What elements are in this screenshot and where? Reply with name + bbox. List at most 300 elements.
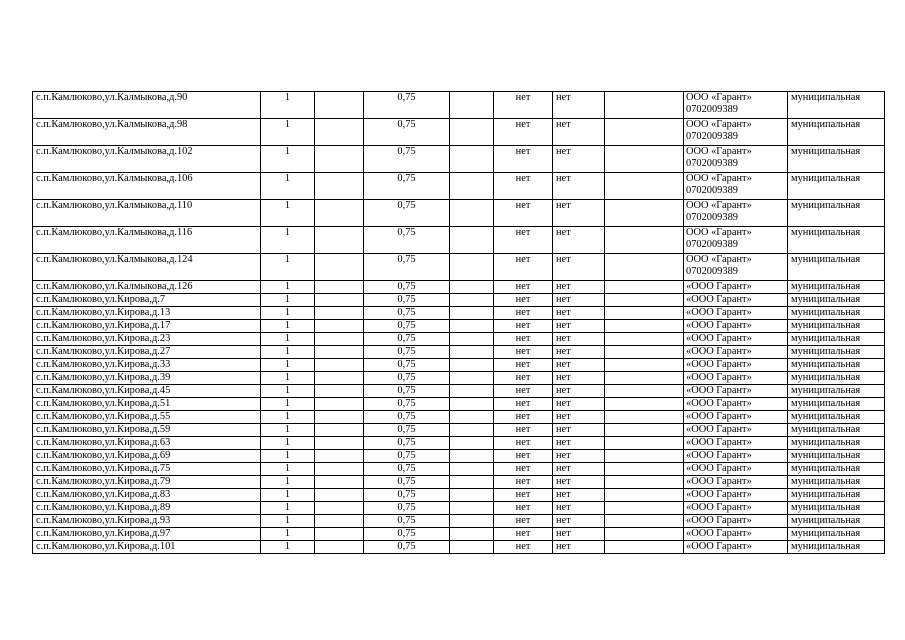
organization-name: «ООО Гарант» bbox=[686, 359, 752, 370]
ownership-cell: муниципальная bbox=[788, 200, 885, 227]
empty-cell bbox=[605, 489, 684, 502]
flag-cell-2: нет bbox=[553, 294, 605, 307]
quantity-cell: 1 bbox=[261, 437, 315, 450]
empty-cell bbox=[605, 437, 684, 450]
flag-cell-1: нет bbox=[494, 398, 553, 411]
volume-cell: 0,75 bbox=[364, 346, 450, 359]
table-row bbox=[33, 476, 885, 489]
address-cell: с.п.Камлюково,ул.Кирова,д.23 bbox=[33, 333, 261, 346]
empty-cell bbox=[605, 294, 684, 307]
organization-inn: 0702009389 bbox=[686, 185, 738, 196]
volume-cell: 0,75 bbox=[364, 385, 450, 398]
ownership-cell: муниципальная bbox=[788, 254, 885, 281]
flag-cell-2: нет bbox=[553, 476, 605, 489]
organization-name: «ООО Гарант» bbox=[686, 398, 752, 409]
empty-cell bbox=[315, 294, 364, 307]
empty-cell bbox=[450, 398, 494, 411]
volume-cell: 0,75 bbox=[364, 515, 450, 528]
empty-cell bbox=[450, 437, 494, 450]
organization-cell bbox=[684, 450, 788, 463]
flag-cell-1: нет bbox=[494, 411, 553, 424]
address-cell: с.п.Камлюково,ул.Кирова,д.45 bbox=[33, 385, 261, 398]
quantity-cell: 1 bbox=[261, 346, 315, 359]
ownership-cell: муниципальная bbox=[788, 385, 885, 398]
empty-cell bbox=[450, 411, 494, 424]
empty-cell bbox=[315, 320, 364, 333]
address-cell: с.п.Камлюково,ул.Калмыкова,д.126 bbox=[33, 281, 261, 294]
flag-cell-1: нет bbox=[494, 307, 553, 320]
flag-cell-2: нет bbox=[553, 398, 605, 411]
empty-cell bbox=[315, 372, 364, 385]
volume-cell: 0,75 bbox=[364, 359, 450, 372]
table-row bbox=[33, 92, 885, 119]
empty-cell bbox=[605, 528, 684, 541]
flag-cell-1: нет bbox=[494, 502, 553, 515]
address-cell: с.п.Камлюково,ул.Калмыкова,д.116 bbox=[33, 227, 261, 254]
empty-cell bbox=[450, 450, 494, 463]
volume-cell: 0,75 bbox=[364, 463, 450, 476]
empty-cell bbox=[315, 528, 364, 541]
empty-cell bbox=[450, 359, 494, 372]
ownership-cell: муниципальная bbox=[788, 320, 885, 333]
organization-cell bbox=[684, 398, 788, 411]
flag-cell-1: нет bbox=[494, 424, 553, 437]
address-cell: с.п.Камлюково,ул.Калмыкова,д.90 bbox=[33, 92, 261, 119]
empty-cell bbox=[450, 333, 494, 346]
table-row bbox=[33, 227, 885, 254]
empty-cell bbox=[315, 281, 364, 294]
organization-inn: 0702009389 bbox=[686, 266, 738, 277]
flag-cell-1: нет bbox=[494, 463, 553, 476]
empty-cell bbox=[315, 146, 364, 173]
organization-name: «ООО Гарант» bbox=[686, 333, 752, 344]
organization-name: «ООО Гарант» bbox=[686, 502, 752, 513]
organization-name: ООО «Гарант» bbox=[686, 227, 752, 238]
table-row bbox=[33, 173, 885, 200]
empty-cell bbox=[450, 146, 494, 173]
flag-cell-1: нет bbox=[494, 385, 553, 398]
organization-name: ООО «Гарант» bbox=[686, 119, 752, 130]
table-row bbox=[33, 333, 885, 346]
organization-cell bbox=[684, 119, 788, 146]
table-row bbox=[33, 411, 885, 424]
empty-cell bbox=[450, 307, 494, 320]
flag-cell-1: нет bbox=[494, 541, 553, 554]
organization-cell bbox=[684, 359, 788, 372]
volume-cell: 0,75 bbox=[364, 450, 450, 463]
empty-cell bbox=[315, 307, 364, 320]
empty-cell bbox=[315, 398, 364, 411]
organization-cell bbox=[684, 146, 788, 173]
volume-cell: 0,75 bbox=[364, 307, 450, 320]
empty-cell bbox=[450, 346, 494, 359]
empty-cell bbox=[605, 398, 684, 411]
ownership-cell: муниципальная bbox=[788, 92, 885, 119]
flag-cell-1: нет bbox=[494, 281, 553, 294]
table-row bbox=[33, 119, 885, 146]
quantity-cell: 1 bbox=[261, 281, 315, 294]
empty-cell bbox=[315, 476, 364, 489]
volume-cell: 0,75 bbox=[364, 227, 450, 254]
ownership-cell: муниципальная bbox=[788, 281, 885, 294]
organization-name: «ООО Гарант» bbox=[686, 528, 752, 539]
empty-cell bbox=[605, 372, 684, 385]
volume-cell: 0,75 bbox=[364, 254, 450, 281]
flag-cell-2: нет bbox=[553, 254, 605, 281]
address-cell: с.п.Камлюково,ул.Калмыкова,д.102 bbox=[33, 146, 261, 173]
quantity-cell: 1 bbox=[261, 227, 315, 254]
quantity-cell: 1 bbox=[261, 476, 315, 489]
ownership-cell: муниципальная bbox=[788, 515, 885, 528]
volume-cell: 0,75 bbox=[364, 411, 450, 424]
organization-cell bbox=[684, 541, 788, 554]
volume-cell: 0,75 bbox=[364, 437, 450, 450]
flag-cell-1: нет bbox=[494, 320, 553, 333]
organization-cell bbox=[684, 346, 788, 359]
flag-cell-2: нет bbox=[553, 281, 605, 294]
volume-cell: 0,75 bbox=[364, 528, 450, 541]
empty-cell bbox=[315, 359, 364, 372]
table-row bbox=[33, 489, 885, 502]
empty-cell bbox=[315, 333, 364, 346]
flag-cell-2: нет bbox=[553, 528, 605, 541]
organization-cell bbox=[684, 437, 788, 450]
quantity-cell: 1 bbox=[261, 385, 315, 398]
quantity-cell: 1 bbox=[261, 119, 315, 146]
empty-cell bbox=[315, 515, 364, 528]
organization-cell bbox=[684, 515, 788, 528]
flag-cell-1: нет bbox=[494, 476, 553, 489]
address-cell: с.п.Камлюково,ул.Кирова,д.97 bbox=[33, 528, 261, 541]
ownership-cell: муниципальная bbox=[788, 476, 885, 489]
flag-cell-1: нет bbox=[494, 146, 553, 173]
organization-cell bbox=[684, 372, 788, 385]
empty-cell bbox=[605, 411, 684, 424]
empty-cell bbox=[450, 385, 494, 398]
table-row bbox=[33, 372, 885, 385]
organization-inn: 0702009389 bbox=[686, 104, 738, 115]
ownership-cell: муниципальная bbox=[788, 307, 885, 320]
address-cell: с.п.Камлюково,ул.Кирова,д.51 bbox=[33, 398, 261, 411]
volume-cell: 0,75 bbox=[364, 173, 450, 200]
address-cell: с.п.Камлюково,ул.Кирова,д.83 bbox=[33, 489, 261, 502]
address-cell: с.п.Камлюково,ул.Кирова,д.101 bbox=[33, 541, 261, 554]
ownership-cell: муниципальная bbox=[788, 398, 885, 411]
empty-cell bbox=[605, 320, 684, 333]
ownership-cell: муниципальная bbox=[788, 294, 885, 307]
ownership-cell: муниципальная bbox=[788, 437, 885, 450]
volume-cell: 0,75 bbox=[364, 502, 450, 515]
address-cell: с.п.Камлюково,ул.Кирова,д.39 bbox=[33, 372, 261, 385]
ownership-cell: муниципальная bbox=[788, 528, 885, 541]
volume-cell: 0,75 bbox=[364, 424, 450, 437]
organization-name: «ООО Гарант» bbox=[686, 307, 752, 318]
empty-cell bbox=[605, 541, 684, 554]
volume-cell: 0,75 bbox=[364, 489, 450, 502]
volume-cell: 0,75 bbox=[364, 92, 450, 119]
volume-cell: 0,75 bbox=[364, 119, 450, 146]
flag-cell-2: нет bbox=[553, 119, 605, 146]
empty-cell bbox=[315, 450, 364, 463]
organization-name: «ООО Гарант» bbox=[686, 411, 752, 422]
flag-cell-1: нет bbox=[494, 173, 553, 200]
organization-cell bbox=[684, 476, 788, 489]
quantity-cell: 1 bbox=[261, 173, 315, 200]
empty-cell bbox=[605, 307, 684, 320]
empty-cell bbox=[605, 450, 684, 463]
organization-cell bbox=[684, 528, 788, 541]
address-cell: с.п.Камлюково,ул.Калмыкова,д.110 bbox=[33, 200, 261, 227]
ownership-cell: муниципальная bbox=[788, 541, 885, 554]
table-row bbox=[33, 463, 885, 476]
empty-cell bbox=[450, 463, 494, 476]
table-row bbox=[33, 320, 885, 333]
flag-cell-2: нет bbox=[553, 173, 605, 200]
organization-cell bbox=[684, 489, 788, 502]
flag-cell-2: нет bbox=[553, 333, 605, 346]
organization-name: «ООО Гарант» bbox=[686, 437, 752, 448]
organization-name: «ООО Гарант» bbox=[686, 320, 752, 331]
flag-cell-1: нет bbox=[494, 346, 553, 359]
empty-cell bbox=[450, 119, 494, 146]
empty-cell bbox=[605, 200, 684, 227]
flag-cell-1: нет bbox=[494, 92, 553, 119]
empty-cell bbox=[315, 437, 364, 450]
organization-cell bbox=[684, 502, 788, 515]
empty-cell bbox=[315, 502, 364, 515]
registry-table bbox=[32, 91, 885, 554]
ownership-cell: муниципальная bbox=[788, 227, 885, 254]
organization-cell bbox=[684, 307, 788, 320]
organization-cell bbox=[684, 333, 788, 346]
organization-name: «ООО Гарант» bbox=[686, 450, 752, 461]
flag-cell-1: нет bbox=[494, 450, 553, 463]
empty-cell bbox=[450, 541, 494, 554]
organization-cell bbox=[684, 281, 788, 294]
empty-cell bbox=[450, 502, 494, 515]
address-cell: с.п.Камлюково,ул.Кирова,д.69 bbox=[33, 450, 261, 463]
quantity-cell: 1 bbox=[261, 489, 315, 502]
organization-inn: 0702009389 bbox=[686, 158, 738, 169]
empty-cell bbox=[315, 200, 364, 227]
organization-cell bbox=[684, 227, 788, 254]
quantity-cell: 1 bbox=[261, 541, 315, 554]
flag-cell-2: нет bbox=[553, 200, 605, 227]
flag-cell-2: нет bbox=[553, 320, 605, 333]
table-row bbox=[33, 281, 885, 294]
ownership-cell: муниципальная bbox=[788, 173, 885, 200]
organization-name: «ООО Гарант» bbox=[686, 385, 752, 396]
address-cell: с.п.Камлюково,ул.Кирова,д.89 bbox=[33, 502, 261, 515]
empty-cell bbox=[605, 476, 684, 489]
table-row bbox=[33, 385, 885, 398]
quantity-cell: 1 bbox=[261, 294, 315, 307]
quantity-cell: 1 bbox=[261, 333, 315, 346]
quantity-cell: 1 bbox=[261, 515, 315, 528]
organization-name: «ООО Гарант» bbox=[686, 294, 752, 305]
table-row bbox=[33, 254, 885, 281]
organization-name: ООО «Гарант» bbox=[686, 92, 752, 103]
volume-cell: 0,75 bbox=[364, 294, 450, 307]
empty-cell bbox=[605, 281, 684, 294]
empty-cell bbox=[605, 146, 684, 173]
empty-cell bbox=[605, 424, 684, 437]
volume-cell: 0,75 bbox=[364, 476, 450, 489]
address-cell: с.п.Камлюково,ул.Калмыкова,д.124 bbox=[33, 254, 261, 281]
flag-cell-1: нет bbox=[494, 227, 553, 254]
organization-cell bbox=[684, 254, 788, 281]
table-row bbox=[33, 294, 885, 307]
address-cell: с.п.Камлюково,ул.Калмыкова,д.98 bbox=[33, 119, 261, 146]
quantity-cell: 1 bbox=[261, 528, 315, 541]
organization-inn: 0702009389 bbox=[686, 212, 738, 223]
empty-cell bbox=[605, 119, 684, 146]
empty-cell bbox=[450, 281, 494, 294]
quantity-cell: 1 bbox=[261, 463, 315, 476]
flag-cell-1: нет bbox=[494, 294, 553, 307]
empty-cell bbox=[450, 254, 494, 281]
ownership-cell: муниципальная bbox=[788, 489, 885, 502]
flag-cell-2: нет bbox=[553, 424, 605, 437]
volume-cell: 0,75 bbox=[364, 398, 450, 411]
table-row bbox=[33, 528, 885, 541]
empty-cell bbox=[315, 424, 364, 437]
address-cell: с.п.Камлюково,ул.Кирова,д.33 bbox=[33, 359, 261, 372]
address-cell: с.п.Камлюково,ул.Кирова,д.93 bbox=[33, 515, 261, 528]
flag-cell-2: нет bbox=[553, 463, 605, 476]
organization-cell bbox=[684, 463, 788, 476]
flag-cell-1: нет bbox=[494, 515, 553, 528]
table-row bbox=[33, 502, 885, 515]
volume-cell: 0,75 bbox=[364, 541, 450, 554]
quantity-cell: 1 bbox=[261, 307, 315, 320]
flag-cell-2: нет bbox=[553, 307, 605, 320]
flag-cell-2: нет bbox=[553, 359, 605, 372]
organization-name: «ООО Гарант» bbox=[686, 515, 752, 526]
organization-name: ООО «Гарант» bbox=[686, 173, 752, 184]
empty-cell bbox=[605, 463, 684, 476]
empty-cell bbox=[315, 254, 364, 281]
flag-cell-1: нет bbox=[494, 333, 553, 346]
organization-cell bbox=[684, 173, 788, 200]
flag-cell-1: нет bbox=[494, 489, 553, 502]
table-row bbox=[33, 541, 885, 554]
empty-cell bbox=[450, 528, 494, 541]
table-row bbox=[33, 437, 885, 450]
flag-cell-2: нет bbox=[553, 489, 605, 502]
empty-cell bbox=[315, 92, 364, 119]
flag-cell-1: нет bbox=[494, 528, 553, 541]
flag-cell-2: нет bbox=[553, 502, 605, 515]
empty-cell bbox=[315, 489, 364, 502]
quantity-cell: 1 bbox=[261, 254, 315, 281]
quantity-cell: 1 bbox=[261, 200, 315, 227]
volume-cell: 0,75 bbox=[364, 146, 450, 173]
empty-cell bbox=[450, 92, 494, 119]
address-cell: с.п.Камлюково,ул.Кирова,д.17 bbox=[33, 320, 261, 333]
empty-cell bbox=[450, 515, 494, 528]
quantity-cell: 1 bbox=[261, 450, 315, 463]
empty-cell bbox=[605, 346, 684, 359]
empty-cell bbox=[315, 463, 364, 476]
empty-cell bbox=[315, 227, 364, 254]
organization-name: «ООО Гарант» bbox=[686, 372, 752, 383]
quantity-cell: 1 bbox=[261, 372, 315, 385]
table-row bbox=[33, 200, 885, 227]
organization-name: ООО «Гарант» bbox=[686, 254, 752, 265]
flag-cell-2: нет bbox=[553, 92, 605, 119]
flag-cell-2: нет bbox=[553, 385, 605, 398]
empty-cell bbox=[450, 320, 494, 333]
quantity-cell: 1 bbox=[261, 411, 315, 424]
organization-cell bbox=[684, 200, 788, 227]
volume-cell: 0,75 bbox=[364, 372, 450, 385]
empty-cell bbox=[315, 346, 364, 359]
quantity-cell: 1 bbox=[261, 146, 315, 173]
quantity-cell: 1 bbox=[261, 92, 315, 119]
table-row bbox=[33, 307, 885, 320]
flag-cell-2: нет bbox=[553, 541, 605, 554]
empty-cell bbox=[315, 541, 364, 554]
organization-name: «ООО Гарант» bbox=[686, 424, 752, 435]
organization-name: ООО «Гарант» bbox=[686, 200, 752, 211]
address-cell: с.п.Камлюково,ул.Кирова,д.13 bbox=[33, 307, 261, 320]
organization-cell bbox=[684, 320, 788, 333]
volume-cell: 0,75 bbox=[364, 200, 450, 227]
ownership-cell: муниципальная bbox=[788, 502, 885, 515]
volume-cell: 0,75 bbox=[364, 281, 450, 294]
volume-cell: 0,75 bbox=[364, 320, 450, 333]
table-row bbox=[33, 398, 885, 411]
flag-cell-1: нет bbox=[494, 254, 553, 281]
empty-cell bbox=[450, 424, 494, 437]
empty-cell bbox=[605, 359, 684, 372]
flag-cell-2: нет bbox=[553, 411, 605, 424]
flag-cell-2: нет bbox=[553, 450, 605, 463]
ownership-cell: муниципальная bbox=[788, 463, 885, 476]
flag-cell-2: нет bbox=[553, 346, 605, 359]
organization-cell bbox=[684, 92, 788, 119]
table-row bbox=[33, 359, 885, 372]
organization-name: «ООО Гарант» bbox=[686, 463, 752, 474]
ownership-cell: муниципальная bbox=[788, 119, 885, 146]
empty-cell bbox=[315, 385, 364, 398]
table-row bbox=[33, 450, 885, 463]
empty-cell bbox=[450, 200, 494, 227]
address-cell: с.п.Камлюково,ул.Кирова,д.7 bbox=[33, 294, 261, 307]
organization-cell bbox=[684, 411, 788, 424]
quantity-cell: 1 bbox=[261, 359, 315, 372]
organization-name: «ООО Гарант» bbox=[686, 476, 752, 487]
empty-cell bbox=[605, 227, 684, 254]
quantity-cell: 1 bbox=[261, 398, 315, 411]
organization-cell bbox=[684, 294, 788, 307]
empty-cell bbox=[605, 254, 684, 281]
organization-name: «ООО Гарант» bbox=[686, 281, 752, 292]
ownership-cell: муниципальная bbox=[788, 359, 885, 372]
address-cell: с.п.Камлюково,ул.Кирова,д.79 bbox=[33, 476, 261, 489]
ownership-cell: муниципальная bbox=[788, 450, 885, 463]
flag-cell-1: нет bbox=[494, 200, 553, 227]
organization-cell bbox=[684, 424, 788, 437]
address-cell: с.п.Камлюково,ул.Кирова,д.55 bbox=[33, 411, 261, 424]
empty-cell bbox=[605, 333, 684, 346]
ownership-cell: муниципальная bbox=[788, 372, 885, 385]
table-row bbox=[33, 515, 885, 528]
organization-name: «ООО Гарант» bbox=[686, 346, 752, 357]
empty-cell bbox=[450, 227, 494, 254]
empty-cell bbox=[605, 502, 684, 515]
